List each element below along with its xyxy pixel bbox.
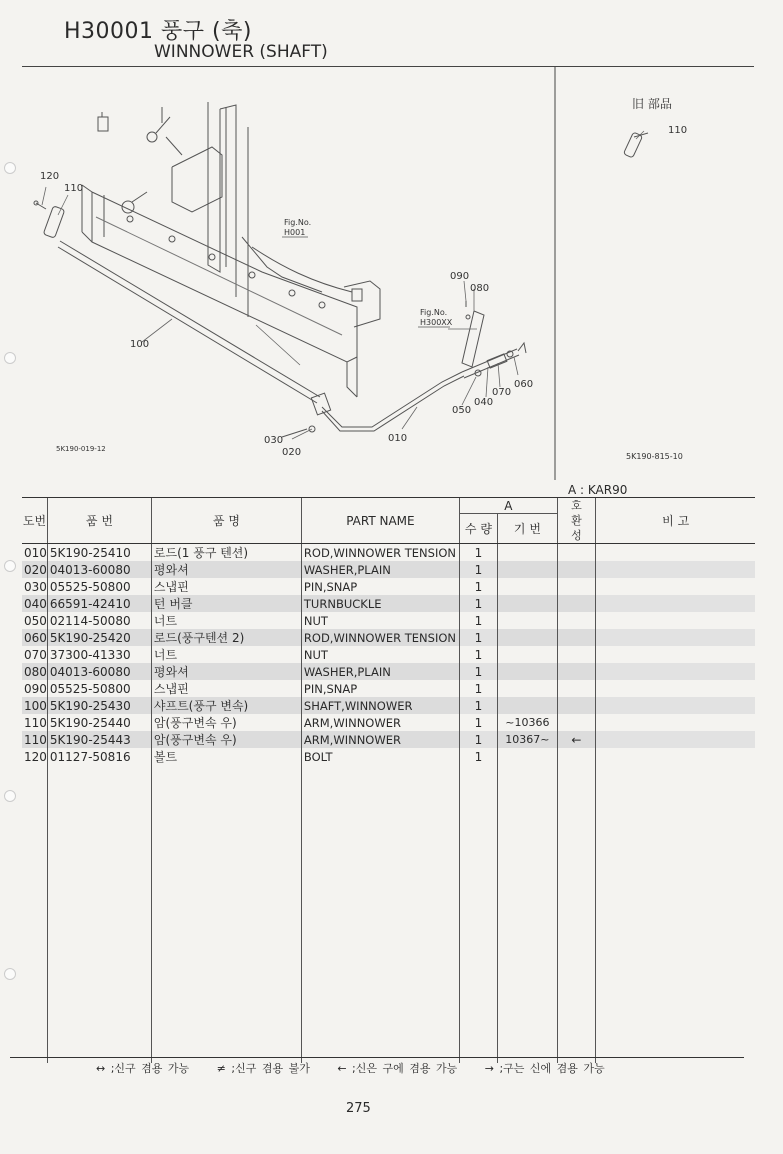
cell-part-number: 37300-41330 bbox=[47, 646, 151, 663]
cell-name-korean: 암(풍구변속 우) bbox=[151, 731, 301, 748]
fig-ref-label: Fig.No. bbox=[284, 218, 312, 227]
cell-name-korean: 너트 bbox=[151, 646, 301, 663]
callout-050: 050 bbox=[452, 405, 472, 416]
table-bottom-rule bbox=[10, 1057, 744, 1058]
legend-item: ≠ ;신구 겸용 불가 bbox=[216, 1062, 310, 1075]
cell-part-name: ARM,WINNOWER bbox=[301, 731, 459, 748]
figure-references bbox=[284, 218, 453, 327]
fig-ref-label: Fig.No. bbox=[420, 308, 448, 317]
cell-name-korean: 샤프트(풍구 변속) bbox=[151, 697, 301, 714]
table-row bbox=[22, 748, 755, 765]
cell-quantity: 1 bbox=[459, 646, 497, 663]
empty-cell bbox=[151, 765, 301, 1063]
cell-part-name: BOLT bbox=[301, 748, 459, 765]
cell-part-number: 5K190-25440 bbox=[47, 714, 151, 731]
cell-ref: 040 bbox=[24, 596, 47, 611]
cell-serial bbox=[497, 748, 557, 765]
cell-name-korean: 평와셔 bbox=[151, 561, 301, 578]
cell-part-name: WASHER,PLAIN bbox=[301, 663, 459, 680]
header-group-a: A bbox=[459, 498, 557, 514]
table-row bbox=[22, 561, 755, 578]
table-row bbox=[22, 595, 755, 612]
callout-040: 040 bbox=[474, 397, 494, 408]
cell-part-name: ROD,WINNOWER TENSION bbox=[301, 544, 459, 562]
cell-part-name: SHAFT,WINNOWER bbox=[301, 697, 459, 714]
binder-hole bbox=[4, 968, 16, 980]
callout-090: 090 bbox=[450, 271, 470, 282]
table-row bbox=[22, 578, 755, 595]
cell-quantity: 1 bbox=[459, 544, 497, 562]
header-part-name: PART NAME bbox=[301, 498, 459, 544]
empty-cell bbox=[22, 765, 47, 1063]
fig-ref-number: H001 bbox=[284, 228, 306, 237]
callout-020: 020 bbox=[282, 447, 302, 458]
cell-remarks bbox=[595, 629, 755, 646]
cell-serial: 10367~ bbox=[497, 731, 557, 748]
cell-part-name: PIN,SNAP bbox=[301, 578, 459, 595]
legend-item: ← ;신은 구에 겸용 가능 bbox=[337, 1062, 458, 1075]
cell-ref: 020 bbox=[24, 562, 47, 577]
cell-serial bbox=[497, 595, 557, 612]
tension-rod-drawing bbox=[282, 372, 464, 437]
cell-quantity: 1 bbox=[459, 714, 497, 731]
binder-hole bbox=[4, 162, 16, 174]
cell-part-number: 04013-60080 bbox=[47, 561, 151, 578]
inset-title: 旧 部品 bbox=[632, 97, 672, 111]
cell-quantity: 1 bbox=[459, 697, 497, 714]
cell-remarks bbox=[595, 697, 755, 714]
cell-serial bbox=[497, 697, 557, 714]
cell-part-number: 5K190-25443 bbox=[47, 731, 151, 748]
parts-table bbox=[22, 497, 755, 1063]
callout-120: 120 bbox=[40, 171, 60, 182]
empty-cell bbox=[557, 765, 595, 1063]
cell-ref: 010 bbox=[24, 545, 47, 560]
cell-quantity: 1 bbox=[459, 578, 497, 595]
cell-name-korean: 볼트 bbox=[151, 748, 301, 765]
cell-part-number: 04013-60080 bbox=[47, 663, 151, 680]
cell-part-name: TURNBUCKLE bbox=[301, 595, 459, 612]
cell-ref: 110 bbox=[24, 732, 47, 747]
cell-interchangeability: ← bbox=[557, 731, 595, 748]
cell-serial bbox=[497, 561, 557, 578]
cell-interchangeability bbox=[557, 680, 595, 697]
cell-quantity: 1 bbox=[459, 595, 497, 612]
callout-060: 060 bbox=[514, 379, 534, 390]
leader-lines bbox=[42, 131, 644, 439]
table-filler-row bbox=[22, 765, 755, 1063]
cell-part-number: 02114-50080 bbox=[47, 612, 151, 629]
cell-name-korean: 로드(1 풍구 텐션) bbox=[151, 544, 301, 562]
cell-remarks bbox=[595, 714, 755, 731]
cell-ref: 090 bbox=[24, 681, 47, 696]
cell-remarks bbox=[595, 544, 755, 562]
table-row bbox=[22, 731, 755, 748]
cell-quantity: 1 bbox=[459, 629, 497, 646]
header-remarks: 비 고 bbox=[595, 498, 755, 544]
frame-box bbox=[82, 147, 380, 397]
cell-quantity: 1 bbox=[459, 680, 497, 697]
cell-ref: 050 bbox=[24, 613, 47, 628]
cell-remarks bbox=[595, 578, 755, 595]
cell-remarks bbox=[595, 646, 755, 663]
table-row bbox=[22, 612, 755, 629]
cell-remarks bbox=[595, 748, 755, 765]
cell-part-name: NUT bbox=[301, 612, 459, 629]
header-ref: 도번 bbox=[22, 498, 47, 544]
frame-columns bbox=[208, 102, 248, 317]
cell-part-name: WASHER,PLAIN bbox=[301, 561, 459, 578]
cell-serial bbox=[497, 544, 557, 562]
interchangeability-legend bbox=[96, 1060, 627, 1076]
exploded-parts-diagram bbox=[22, 67, 754, 480]
empty-cell bbox=[301, 765, 459, 1063]
cell-name-korean: 너트 bbox=[151, 612, 301, 629]
callout-030: 030 bbox=[264, 435, 284, 446]
table-row bbox=[22, 544, 755, 562]
cell-name-korean: 평와셔 bbox=[151, 663, 301, 680]
cell-name-korean: 턴 버클 bbox=[151, 595, 301, 612]
table-row bbox=[22, 663, 755, 680]
cell-part-name: ROD,WINNOWER TENSION bbox=[301, 629, 459, 646]
empty-cell bbox=[459, 765, 497, 1063]
cell-remarks bbox=[595, 663, 755, 680]
cell-ref: 060 bbox=[24, 630, 47, 645]
cell-interchangeability bbox=[557, 544, 595, 562]
cell-serial bbox=[497, 629, 557, 646]
table-row bbox=[22, 646, 755, 663]
callout-110-inset: 110 bbox=[668, 125, 688, 136]
cell-serial bbox=[497, 680, 557, 697]
cell-name-korean: 스냅핀 bbox=[151, 680, 301, 697]
legend-item: → ;구는 신에 겸용 가능 bbox=[484, 1062, 605, 1075]
cell-ref: 100 bbox=[24, 698, 47, 713]
callout-labels bbox=[40, 125, 687, 458]
binder-hole bbox=[4, 790, 16, 802]
cell-part-number: 01127-50816 bbox=[47, 748, 151, 765]
cell-part-name: NUT bbox=[301, 646, 459, 663]
binder-hole bbox=[4, 560, 16, 572]
cell-serial: ~10366 bbox=[497, 714, 557, 731]
cell-interchangeability bbox=[557, 578, 595, 595]
page-number: 275 bbox=[346, 1101, 371, 1116]
cell-interchangeability bbox=[557, 612, 595, 629]
arm-and-bolt bbox=[34, 201, 65, 238]
cell-serial bbox=[497, 646, 557, 663]
cell-ref: 080 bbox=[24, 664, 47, 679]
header-part-number: 품 번 bbox=[47, 498, 151, 544]
cell-remarks bbox=[595, 731, 755, 748]
legend-item: ↔ ;신구 겸용 가능 bbox=[96, 1062, 190, 1075]
table-row bbox=[22, 629, 755, 646]
callout-010: 010 bbox=[388, 433, 408, 444]
cell-quantity: 1 bbox=[459, 731, 497, 748]
cell-interchangeability bbox=[557, 595, 595, 612]
cell-ref: 030 bbox=[24, 579, 47, 594]
cell-remarks bbox=[595, 680, 755, 697]
empty-cell bbox=[595, 765, 755, 1063]
cell-part-number: 5K190-25420 bbox=[47, 629, 151, 646]
callout-070: 070 bbox=[492, 387, 512, 398]
cell-serial bbox=[497, 612, 557, 629]
cell-part-number: 05525-50800 bbox=[47, 578, 151, 595]
cell-ref: 110 bbox=[24, 715, 47, 730]
callout-080: 080 bbox=[470, 283, 490, 294]
cell-interchangeability bbox=[557, 748, 595, 765]
cell-quantity: 1 bbox=[459, 748, 497, 765]
bracket-parts bbox=[98, 107, 182, 213]
empty-cell bbox=[497, 765, 557, 1063]
cell-interchangeability bbox=[557, 714, 595, 731]
table-header-row bbox=[22, 498, 755, 514]
diagram-code: 5K190-019-12 bbox=[56, 445, 106, 453]
cell-remarks bbox=[595, 612, 755, 629]
cell-ref: 120 bbox=[24, 749, 47, 764]
fig-ref-number: H300XX bbox=[420, 318, 453, 327]
cell-part-number: 5K190-25430 bbox=[47, 697, 151, 714]
cell-serial bbox=[497, 663, 557, 680]
binder-hole bbox=[4, 352, 16, 364]
cell-name-korean: 로드(풍구텐션 2) bbox=[151, 629, 301, 646]
cell-quantity: 1 bbox=[459, 663, 497, 680]
cell-part-number: 05525-50800 bbox=[47, 680, 151, 697]
cell-interchangeability bbox=[557, 663, 595, 680]
page-title-english: WINNOWER (SHAFT) bbox=[154, 42, 328, 62]
inset-old-arm bbox=[623, 132, 648, 158]
cell-interchangeability bbox=[557, 646, 595, 663]
table-row bbox=[22, 697, 755, 714]
cell-interchangeability bbox=[557, 697, 595, 714]
header-interchangeability: 호 환 성 bbox=[557, 498, 595, 544]
cell-remarks bbox=[595, 595, 755, 612]
cell-name-korean: 스냅핀 bbox=[151, 578, 301, 595]
cell-remarks bbox=[595, 561, 755, 578]
cell-interchangeability bbox=[557, 629, 595, 646]
header-serial: 기 번 bbox=[497, 514, 557, 544]
cell-interchangeability bbox=[557, 561, 595, 578]
empty-cell bbox=[47, 765, 151, 1063]
cell-part-name: ARM,WINNOWER bbox=[301, 714, 459, 731]
page-title-code: H30001 풍구 (축) bbox=[64, 19, 252, 44]
cell-quantity: 1 bbox=[459, 612, 497, 629]
cell-part-name: PIN,SNAP bbox=[301, 680, 459, 697]
cell-serial bbox=[497, 578, 557, 595]
callout-110: 110 bbox=[64, 183, 84, 194]
table-row bbox=[22, 680, 755, 697]
cell-ref: 070 bbox=[24, 647, 47, 662]
cell-name-korean: 암(풍구변속 우) bbox=[151, 714, 301, 731]
header-name-korean: 품 명 bbox=[151, 498, 301, 544]
inset-diagram-code: 5K190-815-10 bbox=[626, 452, 683, 461]
cell-part-number: 5K190-25410 bbox=[47, 544, 151, 562]
table-row bbox=[22, 714, 755, 731]
cell-quantity: 1 bbox=[459, 561, 497, 578]
cell-part-number: 66591-42410 bbox=[47, 595, 151, 612]
header-quantity: 수 량 bbox=[459, 514, 497, 544]
winnower-shaft-drawing bbox=[58, 241, 331, 415]
callout-100: 100 bbox=[130, 339, 150, 350]
variant-label: A : KAR90 bbox=[568, 483, 628, 497]
